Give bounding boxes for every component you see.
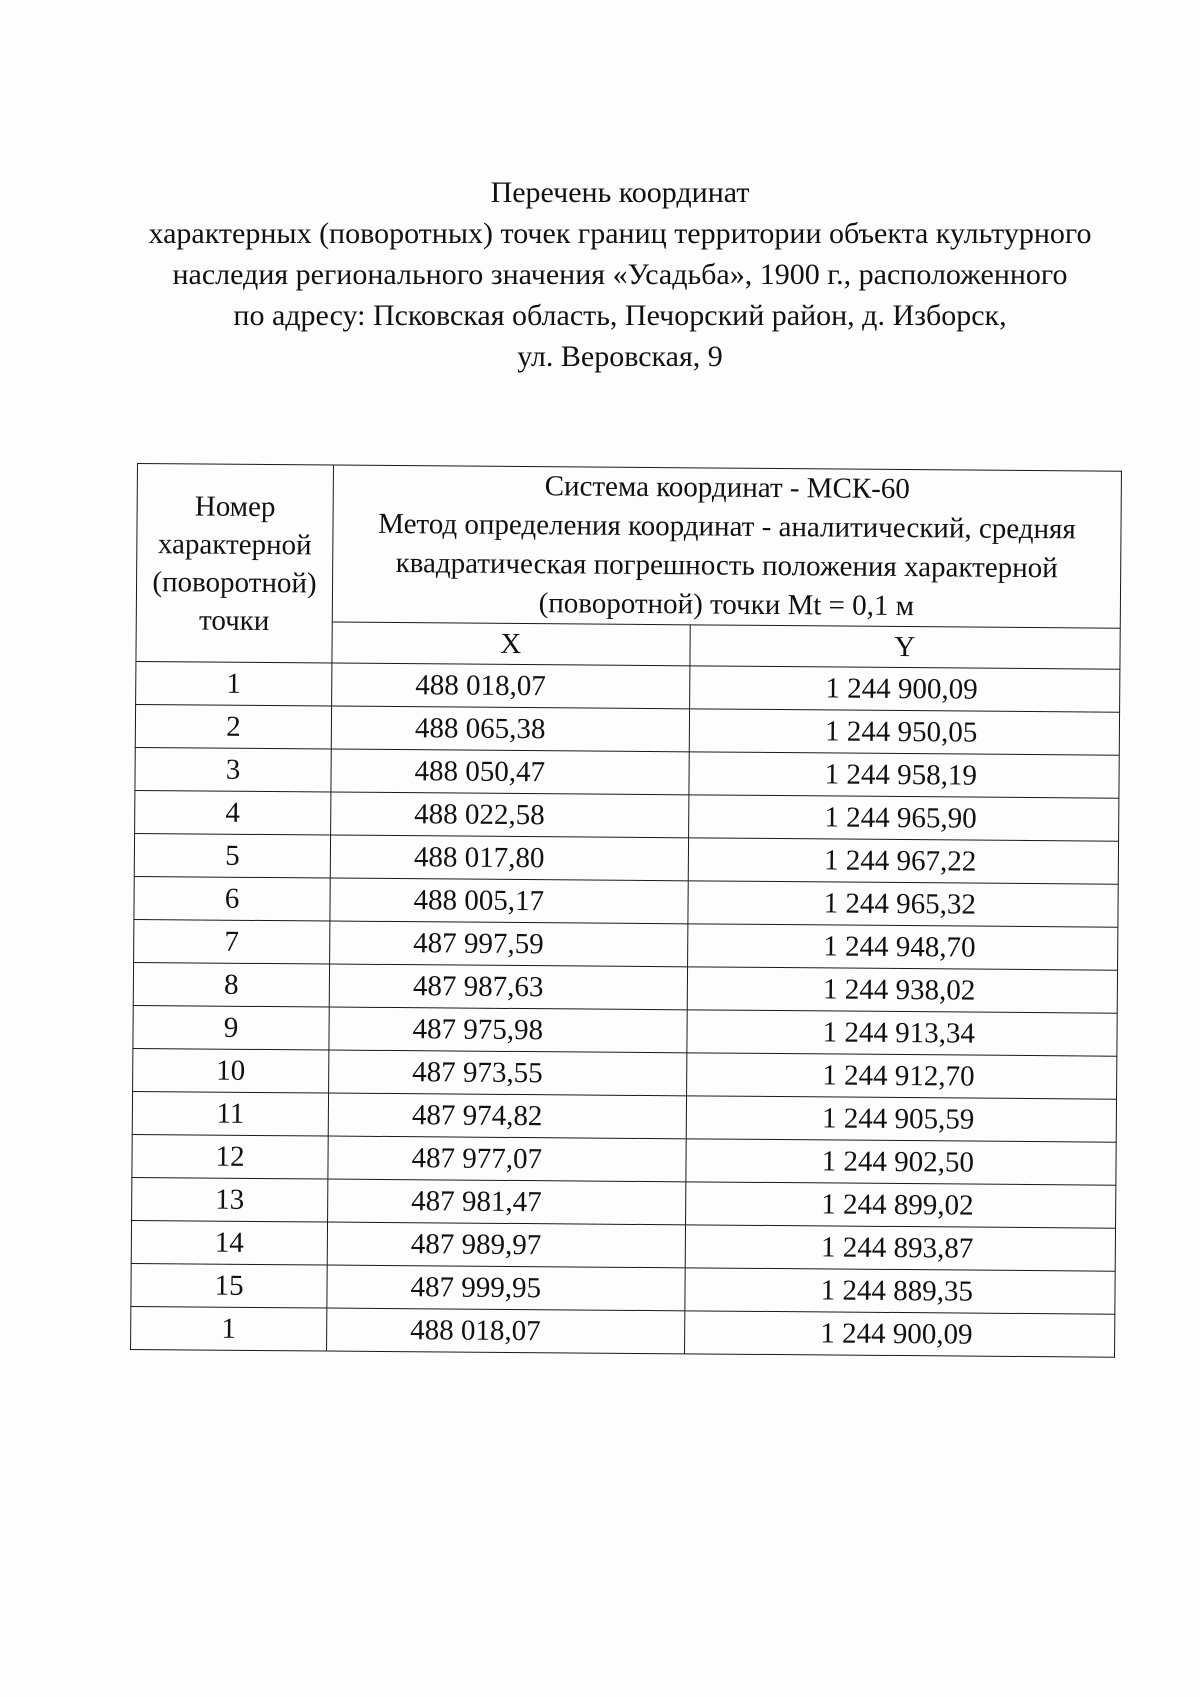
point-number-cell: 13 <box>132 1177 328 1222</box>
table-row <box>132 1091 1116 1142</box>
point-number-cell: 4 <box>135 790 331 835</box>
x-coordinate-cell: 488 017,80 <box>330 835 688 881</box>
table-body <box>131 661 1120 1357</box>
y-coordinate-cell: 1 244 900,09 <box>689 666 1120 712</box>
x-coordinate-cell: 488 022,58 <box>331 792 689 838</box>
y-coordinate-cell: 1 244 965,32 <box>687 881 1118 927</box>
x-coordinate-cell: 488 065,38 <box>331 706 689 752</box>
point-number-cell: 1 <box>136 661 332 706</box>
point-number-cell: 2 <box>135 704 331 749</box>
header-line: Система координат - МСК-60 <box>544 470 910 506</box>
x-coordinate-cell: 488 018,07 <box>332 663 690 709</box>
y-coordinate-cell: 1 244 912,70 <box>686 1053 1117 1099</box>
point-number-cell: 7 <box>134 919 330 964</box>
y-coordinate-cell: 1 244 913,34 <box>686 1010 1117 1056</box>
x-coordinate-cell: 488 005,17 <box>330 878 688 924</box>
point-number-cell: 14 <box>131 1220 327 1265</box>
table-row <box>134 833 1118 884</box>
point-number-cell: 11 <box>132 1091 328 1136</box>
point-number-cell: 8 <box>133 962 329 1007</box>
table-row <box>136 661 1120 712</box>
table-row <box>135 790 1119 841</box>
x-coordinate-cell: 487 987,63 <box>329 964 687 1010</box>
header-line: (поворотной) <box>152 565 317 599</box>
table-row <box>134 919 1118 970</box>
y-coordinate-cell: 1 244 889,35 <box>684 1268 1115 1314</box>
x-coordinate-cell: 487 989,97 <box>327 1222 685 1268</box>
header-line: Номер <box>194 489 276 523</box>
table-row <box>133 1048 1117 1099</box>
y-coordinate-cell: 1 244 899,02 <box>685 1182 1116 1228</box>
header-line: квадратическая погрешность положения характерной <box>395 547 1058 585</box>
table-row <box>132 1134 1116 1185</box>
y-coordinate-cell: 1 244 938,02 <box>687 967 1118 1013</box>
table-row <box>135 704 1119 755</box>
point-number-cell: 15 <box>131 1263 327 1308</box>
point-number-cell: 3 <box>135 747 331 792</box>
coordinate-system-header <box>332 465 1121 628</box>
y-coordinate-cell: 1 244 965,90 <box>688 795 1119 841</box>
heading-line: наследия регионального значения «Усадьба», 1900 г., расположенного <box>172 258 1068 291</box>
heading-line: Перечень координат <box>490 176 750 209</box>
y-coordinate-cell: 1 244 958,19 <box>688 752 1119 798</box>
heading-line: характерных (поворотных) точек границ территории объекта культурного <box>148 217 1092 250</box>
point-number-cell: 12 <box>132 1134 328 1179</box>
table-row <box>131 1306 1115 1357</box>
x-coordinate-cell: 487 975,98 <box>329 1007 687 1053</box>
y-coordinate-cell: 1 244 950,05 <box>689 709 1120 755</box>
table-row <box>133 1005 1117 1056</box>
header-line: характерной <box>157 527 312 561</box>
heading-line: по адресу: Псковская область, Печорский район, д. Изборск, <box>233 299 1007 332</box>
x-coordinate-cell: 488 050,47 <box>331 749 689 795</box>
coordinates-table <box>130 463 1122 1358</box>
table-row <box>133 962 1117 1013</box>
y-coordinate-cell: 1 244 967,22 <box>688 838 1119 884</box>
table-row <box>134 876 1118 927</box>
point-number-cell: 6 <box>134 876 330 921</box>
x-coordinate-cell: 488 018,07 <box>326 1308 684 1354</box>
table-row <box>132 1177 1116 1228</box>
y-column-header: Y <box>689 625 1120 669</box>
x-coordinate-cell: 487 974,82 <box>328 1093 686 1139</box>
y-coordinate-cell: 1 244 900,09 <box>684 1311 1115 1357</box>
y-coordinate-cell: 1 244 905,59 <box>686 1096 1117 1142</box>
x-column-header: X <box>332 622 690 666</box>
x-coordinate-cell: 487 981,47 <box>327 1179 685 1225</box>
heading-line: ул. Веровская, 9 <box>517 340 723 373</box>
y-coordinate-cell: 1 244 948,70 <box>687 924 1118 970</box>
point-number-cell: 1 <box>131 1306 327 1351</box>
header-line: (поворотной) точки Mt = 0,1 м <box>538 587 915 623</box>
table-row <box>131 1263 1115 1314</box>
point-number-cell: 10 <box>133 1048 329 1093</box>
document-heading <box>120 172 1120 377</box>
table-row <box>131 1220 1115 1271</box>
x-coordinate-cell: 487 973,55 <box>328 1050 686 1096</box>
point-number-header <box>136 464 333 664</box>
header-line: Метод определения координат - аналитический, средняя <box>378 507 1076 546</box>
x-coordinate-cell: 487 999,95 <box>327 1265 685 1311</box>
header-line: точки <box>198 603 270 637</box>
table-row <box>135 747 1119 798</box>
point-number-cell: 5 <box>134 833 330 878</box>
x-coordinate-cell: 487 977,07 <box>328 1136 686 1182</box>
y-coordinate-cell: 1 244 893,87 <box>685 1225 1116 1271</box>
point-number-cell: 9 <box>133 1005 329 1050</box>
x-coordinate-cell: 487 997,59 <box>330 921 688 967</box>
y-coordinate-cell: 1 244 902,50 <box>685 1139 1116 1185</box>
